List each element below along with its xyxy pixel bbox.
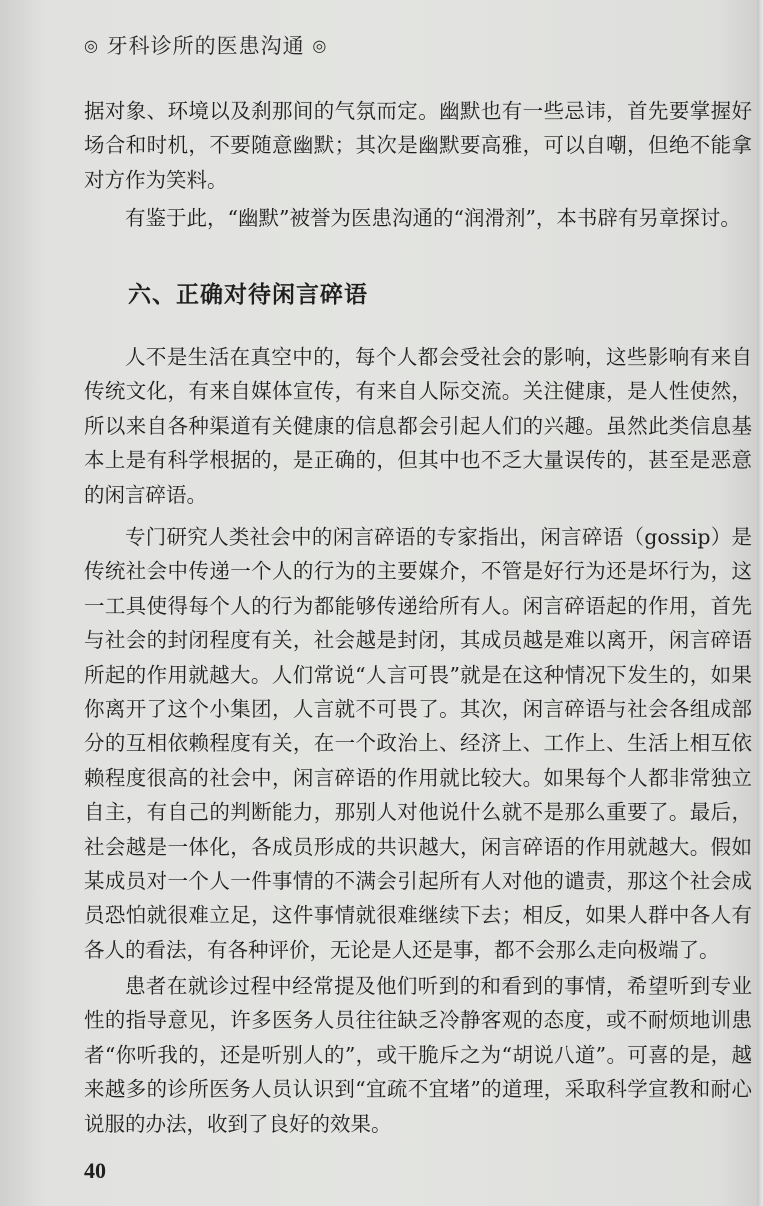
paragraph-continued: 据对象、环境以及刹那间的气氛而定。幽默也有一些忌讳，首先要掌握好场合和时机，不要随意幽默；其次是幽默要高雅，可以自嘲，但绝不能拿对方作为笑料。 [84,99,752,192]
paragraph-social-influence: 人不是生活在真空中的，每个人都会受社会的影响，这些影响有来自传统文化，有来自媒体宣传，有来自人际交流。关注健康，是人性使然，所以来自各种渠道有关健康的信息都会引起人们的兴趣。虽然此类信息基本上是有科学根据的，是正确的，但其中也不乏大量误传的，甚至是恶意的闲言碎语。 [84,345,752,507]
section-heading: 六、正确对待闲言碎语 [128,282,368,308]
paragraph-patient-practice: 患者在就诊过程中经常提及他们听到的和看到的事情，希望听到专业性的指导意见，许多医务人员往往缺乏冷静客观的态度，或不耐烦地训患者“你听我的，还是听别人的”，或干脆斥之为“胡说八道”。可喜的是，越来越多的诊所医务人员认识到“宜疏不宜堵”的道理，采取科学宣教和耐心说服的办法，收到了良好的效果。 [84,974,752,1136]
ornament-right-icon: ◎ [312,36,328,55]
page-number: 40 [84,1158,106,1183]
running-head-title: 牙科诊所的医患沟通 [106,34,305,58]
ornament-left-icon: ◎ [84,36,99,55]
running-head [84,30,327,60]
paragraph-humor-summary: 有鉴于此，“幽默”被誉为医患沟通的“润滑剂”，本书辟有另章探讨。 [125,206,741,230]
paragraph-gossip-research: 专门研究人类社会中的闲言碎语的专家指出，闲言碎语（gossip）是传统社会中传递一个人的行为的主要媒介，不管是好行为还是坏行为，这一工具使得每个人的行为都能够传递给所有人。闲言碎语起的作用，首先与社会的封闭程度有关，社会越是封闭，其成员越是难以离开，闲言碎语所起的作用就越大。人们常说“人言可畏”就是在这种情况下发生的，如果你离开了这个小集团，人言就不可畏了。其次，闲言碎语与社会各组成部分的互相依赖程度有关，在一个政治上、经济上、工作上、生活上相互依赖程度很高的社会中，闲言碎语的作用就比较大。如果每个人都非常独立自主，有自己的判断能力，那别人对他说什么就不是那么重要了。最后，社会越是一体化，各成员形成的共识越大，闲言碎语的作用就越大。假如某成员对一个人一件事情的不满会引起所有人对他的谴责，那这个社会成员恐怕就很难立足，这件事情就很难继续下去；相反，如果人群中各人有各人的看法，有各种评价，无论是人还是事，都不会那么走向极端了。 [84,525,752,962]
page-edge-shadow [757,0,763,1206]
